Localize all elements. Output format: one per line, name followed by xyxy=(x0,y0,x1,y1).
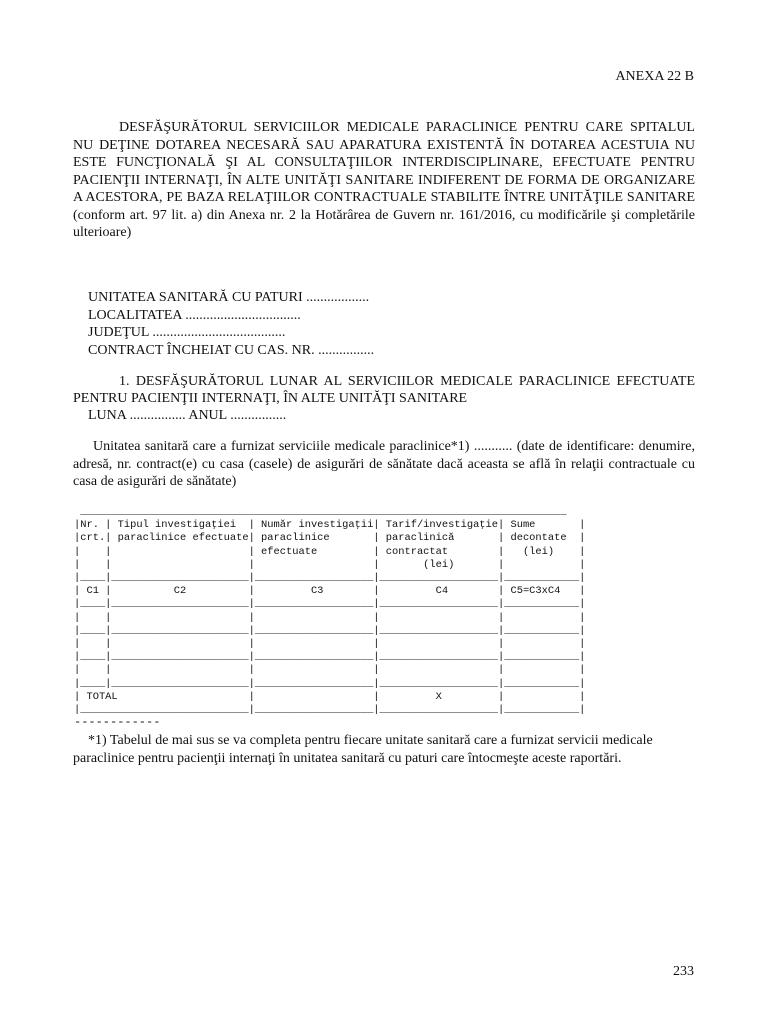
services-table: ______________________________________________________________________________ |Nr. | Tipul investigaţiei | Număr investigaţii| Tarif/investigaţie| Sume | |crt.| paraclinice efectuate| paraclinice | paraclinică | decontate | | | | efectuate | contractat | (lei) | | | | | (lei) | | |____|______________________|___________________|___________________|____________| | C1 | C2 | C3 | C4 | C5=C3xC4 | |____|______________________|___________________|___________________|____________| | | | | | | |____|______________________|___________________|___________________|____________| | | | | | | |____|______________________|___________________|___________________|____________| | | | | | | |____|______________________|___________________|___________________|____________| | TOTAL | | X | | |___________________________|___________________|___________________|____________| xyxy=(74,506,586,717)
field-county: JUDEŢUL ...................................... xyxy=(88,325,286,340)
footnote-separator: ------------ xyxy=(74,715,161,729)
section-heading xyxy=(73,373,695,424)
page-number: 233 xyxy=(673,964,694,979)
field-hospital: UNITATEA SANITARĂ CU PATURI .................. xyxy=(88,290,370,305)
annex-label: ANEXA 22 B xyxy=(615,69,694,84)
section-title: 1. DESFĂŞURĂTORUL LUNAR AL SERVICIILOR MEDICALE PARACLINICE EFECTUATE PENTRU PACIENŢII INTERNAŢI, ÎN ALTE UNITĂŢI SANITARE xyxy=(73,374,695,406)
document-title: DESFĂŞURĂTORUL SERVICIILOR MEDICALE PARACLINICE PENTRU CARE SPITALUL NU DEŢINE DOTAREA NECESARĂ SAU APARATURA EXISTENTĂ ÎN DOTAREA ACESTUIA NU ESTE FUNCŢIONALĂ ŞI AL CONSULTAŢIILOR INTERDISCIPLINARE, EFECTUATE PENTRU PACIENŢII INTERNAŢI, ÎN ALTE UNITĂŢI SANITARE INDIFERENT DE FORMA DE ORGANIZARE A ACESTORA, PE BAZA RELAŢIILOR CONTRACTUALE STABILITE ÎNTRE UNITĂŢILE SANITARE (conform art. 97 lit. a) din Anexa nr. 2 la Hotărârea de Guvern nr. 161/2016, cu modificările şi completările ulterioare) xyxy=(73,120,695,240)
provider-paragraph: Unitatea sanitară care a furnizat serviciile medicale paraclinice*1) ........... (date de identificare: denumire, adresă, nr. contract(e) cu casa (casele) de asigurări de sănătate dacă aceasta se află în relaţii contractuale cu casa de asigurări de sănătate) xyxy=(73,439,695,489)
identification-fields xyxy=(88,289,374,359)
field-contract: CONTRACT ÎNCHEIAT CU CAS. NR. ................ xyxy=(88,342,375,358)
month-year-line: LUNA ................ ANUL ................ xyxy=(88,408,287,423)
field-locality: LOCALITATEA ................................. xyxy=(88,307,301,323)
footnote: *1) Tabelul de mai sus se va completa pentru fiecare unitate sanitară care a furnizat servicii medicale paraclinice pentru pacienţii internaţi în unitatea sanitară cu paturi care întocmeşte aceste raportări. xyxy=(73,733,653,766)
